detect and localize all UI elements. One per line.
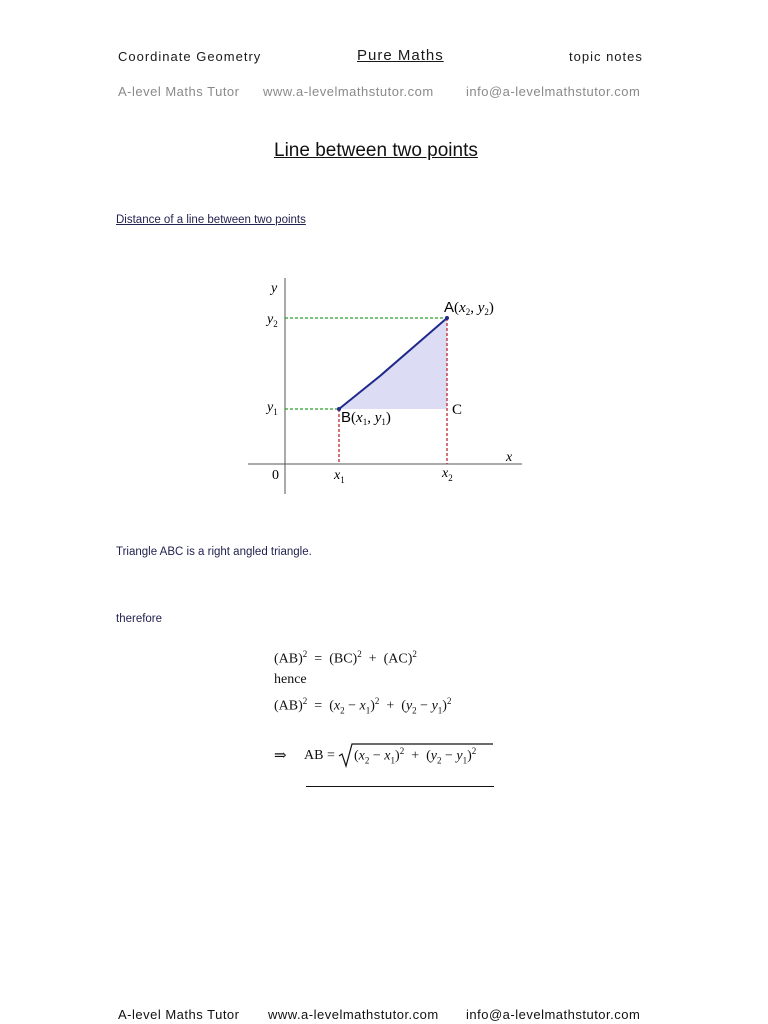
header-site-email[interactable]: info@a-levelmathstutor.com — [466, 84, 641, 99]
y-axis-label: y — [271, 281, 278, 296]
footer-site-name: A-level Maths Tutor — [118, 1007, 240, 1022]
y2-label: $y_2$ — [267, 312, 278, 329]
therefore-text: therefore — [116, 613, 163, 625]
header-site-name: A-level Maths Tutor — [118, 84, 240, 99]
formula-underline — [306, 786, 494, 787]
footer-site-email[interactable]: info@a-levelmathstutor.com — [466, 1007, 641, 1022]
header-doc-type: topic notes — [569, 49, 643, 64]
point-a-label: $A(x_2$, $y_2$) — [444, 299, 494, 317]
triangle-statement: Triangle ABC is a right angled triangle. — [116, 546, 312, 558]
distance-diagram — [240, 270, 530, 500]
section-heading: Distance of a line between two points — [116, 214, 306, 226]
header-topic: Coordinate Geometry — [118, 49, 262, 64]
x2-label: $x_2$ — [442, 466, 453, 483]
distance-formula-radicand: $(x_2 - x_1)^2 + (y_2 - y_1)^2$ — [354, 746, 477, 766]
point-a-dot — [445, 316, 449, 320]
hence-text: hence — [274, 672, 307, 687]
y1-label: $y_1$ — [267, 400, 278, 417]
pythagoras-equation: (AB)$^2$ = (BC)$^2$ + (AC)$^2$ — [274, 649, 417, 667]
ab-equals: AB = — [304, 748, 335, 763]
header-site-url[interactable]: www.a-levelmathstutor.com — [263, 84, 434, 99]
origin-label: 0 — [272, 468, 279, 483]
x-axis-label: x — [506, 450, 513, 465]
x1-label: $x_1$ — [334, 468, 345, 485]
distance-squared-equation: $(AB)^2 = (x_2 - x_1)^2 + (y_2 - y_1)^2$ — [274, 696, 452, 716]
page-title: Line between two points — [274, 140, 478, 161]
point-c-label: C — [452, 402, 463, 418]
header-subject: Pure Maths — [357, 47, 444, 64]
footer-site-url[interactable]: www.a-levelmathstutor.com — [268, 1007, 439, 1022]
point-b-label: $B(x_1$, $y_1$) — [341, 409, 391, 427]
implies-arrow: ⇒ — [274, 748, 287, 764]
